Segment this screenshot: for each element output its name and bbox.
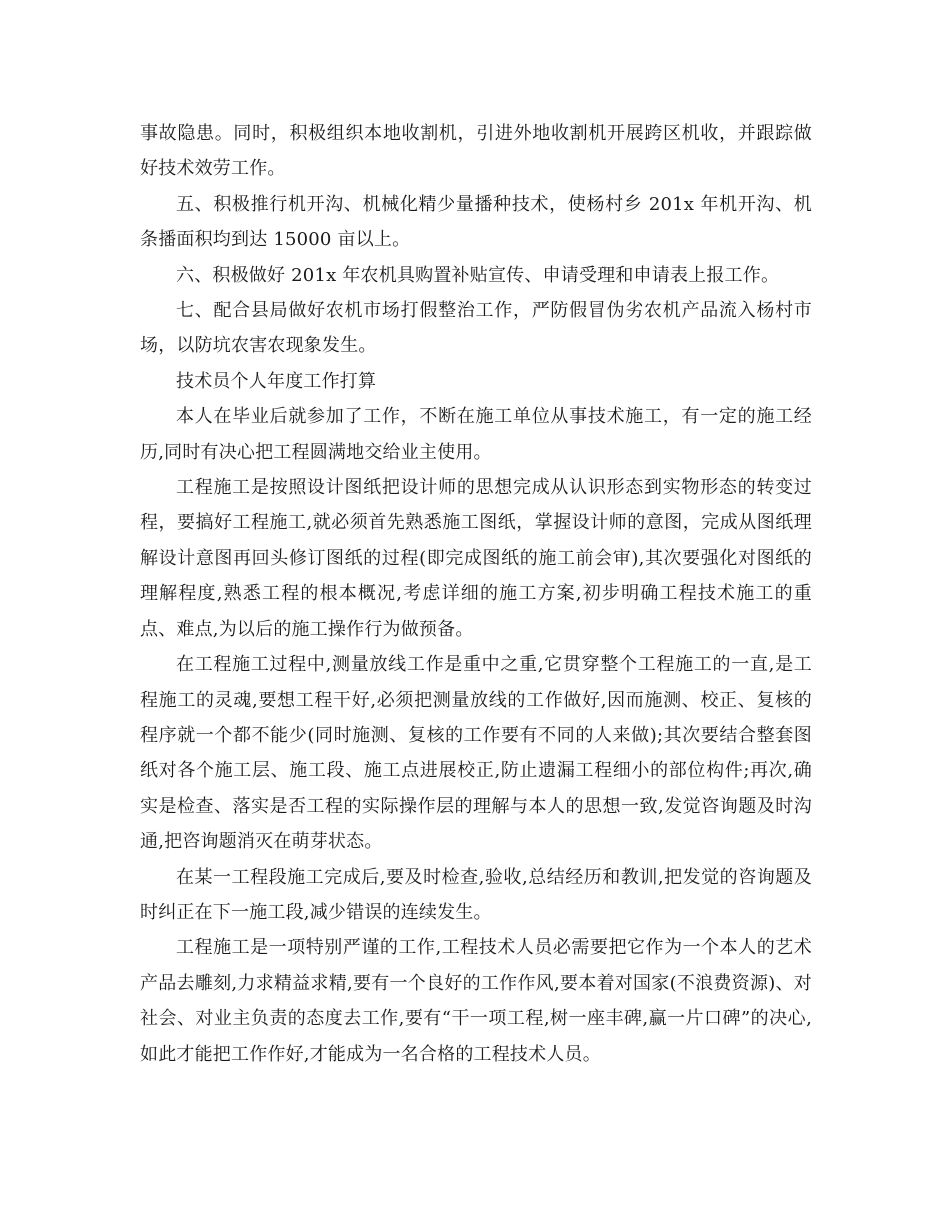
section-heading: 技术员个人年度工作打算 — [176, 370, 377, 392]
paragraph-6: 本人在毕业后就参加了工作，不断在施工单位从事技术施工，有一定的施工经历,同时有决心把工程圆满地交给业主使用。 — [140, 406, 812, 463]
paragraph-9: 在某一工程段施工完成后,要及时检查,验收,总结经历和教训,把发觉的咨询题及时纠正在下一施工段,减少错误的连续发生。 — [140, 866, 812, 923]
paragraph-4: 七、配合县局做好农机市场打假整治工作，严防假冒伪劣农机产品流入杨村市场，以防坑农害农现象发生。 — [140, 300, 812, 357]
paragraph-2: 五、积极推行机开沟、机械化精少量播种技术，使杨村乡 201x 年机开沟、机条播面积均到达 15000 亩以上。 — [140, 193, 812, 251]
paragraph-3: 六、积极做好 201x 年农机具购置补贴宣传、申请受理和申请表上报工作。 — [176, 264, 780, 286]
paragraph-7: 工程施工是按照设计图纸把设计师的思想完成从认识形态到实物形态的转变过程，要搞好工程施工,就必须首先熟悉施工图纸，掌握设计师的意图，完成从图纸理解设计意图再回头修订图纸的过程(即完成图纸的施工前会审),其次要强化对图纸的理解程度,熟悉工程的根本概况,考虑详细的施工方案,初步明确工程技术施工的重点、难点,为以后的施工操作行为做预备。 — [140, 477, 812, 640]
document-body — [140, 116, 812, 1072]
paragraph-1: 事故隐患。同时，积极组织本地收割机，引进外地收割机开展跨区机收，并跟踪做好技术效劳工作。 — [140, 123, 812, 180]
paragraph-10: 工程施工是一项特别严谨的工作,工程技术人员必需要把它作为一个本人的艺术产品去雕刻,力求精益求精,要有一个良好的工作作风,要本着对国家(不浪费资源)、对社会、对业主负责的态度去工作,要有“干一项工程,树一座丰碑,赢一片口碑”的决心,如此才能把工作作好,才能成为一名合格的工程技术人员。 — [140, 937, 812, 1065]
paragraph-8: 在工程施工过程中,测量放线工作是重中之重,它贯穿整个工程施工的一直,是工程施工的灵魂,要想工程干好,必须把测量放线的工作做好,因而施测、校正、复核的程序就一个都不能少(同时施测、复核的工作要有不同的人来做);其次要结合整套图纸对各个施工层、施工段、施工点进展校正,防止遗漏工程细小的部位构件;再次,确实是检查、落实是否工程的实际操作层的理解与本人的思想一致,发觉咨询题及时沟通,把咨询题消灭在萌芽状态。 — [140, 654, 812, 853]
